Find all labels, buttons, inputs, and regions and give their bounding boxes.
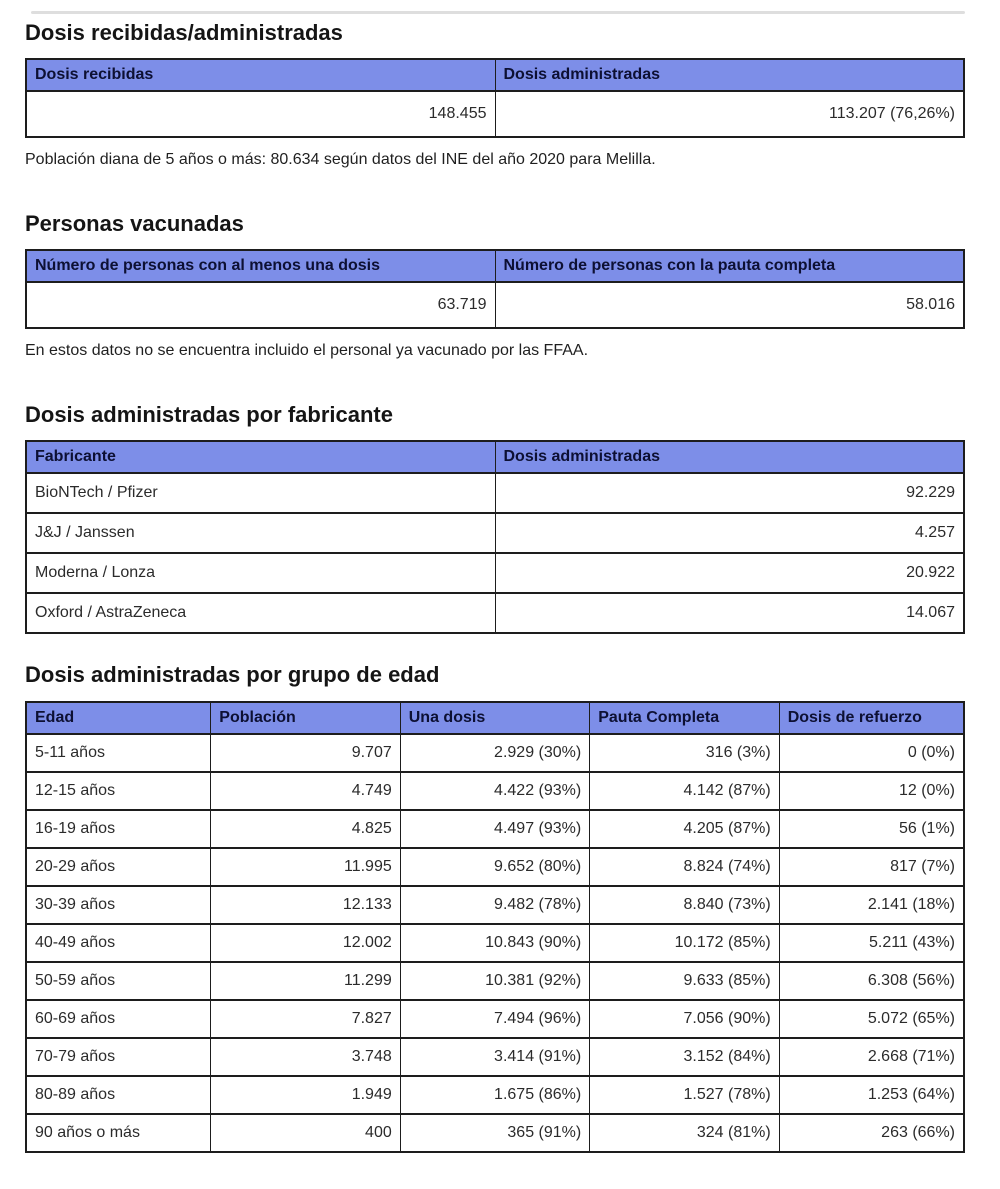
column-header: Dosis recibidas (26, 59, 495, 91)
table-cell: 0 (0%) (779, 734, 964, 772)
table-cell: 58.016 (495, 282, 964, 328)
top-divider (31, 11, 965, 14)
table-cell: 4.749 (211, 772, 400, 810)
table-cell: 1.253 (64%) (779, 1076, 964, 1114)
table-cell: 50-59 años (26, 962, 211, 1000)
table-cell: 8.824 (74%) (590, 848, 779, 886)
column-header: Dosis administradas (495, 441, 964, 473)
table-cell: 2.141 (18%) (779, 886, 964, 924)
table-row (26, 924, 964, 962)
table-cell: 12-15 años (26, 772, 211, 810)
table-cell: 12.133 (211, 886, 400, 924)
note-ffaa: En estos datos no se encuentra incluido el personal ya vacunado por las FFAA. (25, 342, 589, 360)
column-header: Número de personas con al menos una dosis (26, 250, 495, 282)
table-cell: 4.257 (495, 513, 964, 553)
table-cell: 113.207 (76,26%) (495, 91, 964, 137)
table-cell: BioNTech / Pfizer (26, 473, 495, 513)
table-cell: 365 (91%) (400, 1114, 589, 1152)
header-row (26, 702, 964, 734)
section-fabricante (25, 402, 965, 634)
table-row (26, 91, 964, 137)
table-row (26, 962, 964, 1000)
table-row (26, 1114, 964, 1152)
table-row (26, 593, 964, 633)
table-cell: 4.497 (93%) (400, 810, 589, 848)
column-header: Dosis administradas (495, 59, 964, 91)
table-cell: 1.527 (78%) (590, 1076, 779, 1114)
table-cell: 324 (81%) (590, 1114, 779, 1152)
table-cell: 148.455 (26, 91, 495, 137)
table-cell: 9.482 (78%) (400, 886, 589, 924)
table-cell: 10.381 (92%) (400, 962, 589, 1000)
table-cell: J&J / Janssen (26, 513, 495, 553)
header-row (26, 250, 964, 282)
table-cell: 9.652 (80%) (400, 848, 589, 886)
table-cell: 63.719 (26, 282, 495, 328)
header-row (26, 441, 964, 473)
table-cell: 70-79 años (26, 1038, 211, 1076)
column-header: Fabricante (26, 441, 495, 473)
heading-grupo-edad: Dosis administradas por grupo de edad (25, 662, 440, 688)
table-row (26, 473, 964, 513)
table-cell: 16-19 años (26, 810, 211, 848)
table-cell: 30-39 años (26, 886, 211, 924)
table-cell: 12 (0%) (779, 772, 964, 810)
column-header: Dosis de refuerzo (779, 702, 964, 734)
table-row (26, 772, 964, 810)
table-cell: 6.308 (56%) (779, 962, 964, 1000)
table-cell: 316 (3%) (590, 734, 779, 772)
table-cell: 11.299 (211, 962, 400, 1000)
table-cell: 9.633 (85%) (590, 962, 779, 1000)
table-cell: 8.840 (73%) (590, 886, 779, 924)
table-cell: 263 (66%) (779, 1114, 964, 1152)
table-cell: 80-89 años (26, 1076, 211, 1114)
table-cell: 3.748 (211, 1038, 400, 1076)
table-cell: 5.211 (43%) (779, 924, 964, 962)
table-cell: 3.414 (91%) (400, 1038, 589, 1076)
table-cell: 3.152 (84%) (590, 1038, 779, 1076)
heading-personas-vacunadas: Personas vacunadas (25, 211, 244, 237)
section-personas-vacunadas (25, 211, 965, 362)
table-cell: 7.494 (96%) (400, 1000, 589, 1038)
table-row (26, 734, 964, 772)
table-cell: 12.002 (211, 924, 400, 962)
table-row (26, 848, 964, 886)
table-fabricante (25, 440, 965, 634)
table-cell: 1.675 (86%) (400, 1076, 589, 1114)
table-cell: 9.707 (211, 734, 400, 772)
table-cell: 56 (1%) (779, 810, 964, 848)
table-cell: 11.995 (211, 848, 400, 886)
table-cell: 7.827 (211, 1000, 400, 1038)
table-row (26, 810, 964, 848)
table-row (26, 513, 964, 553)
table-cell: 90 años o más (26, 1114, 211, 1152)
table-row (26, 553, 964, 593)
table-cell: 400 (211, 1114, 400, 1152)
table-grupo-edad (25, 701, 965, 1153)
heading-fabricante: Dosis administradas por fabricante (25, 402, 393, 428)
note-poblacion-diana: Población diana de 5 años o más: 80.634 según datos del INE del año 2020 para Melilla. (25, 151, 656, 169)
heading-dosis-recibidas: Dosis recibidas/administradas (25, 20, 343, 45)
table-cell: 4.825 (211, 810, 400, 848)
column-header: Número de personas con la pauta completa (495, 250, 964, 282)
column-header: Pauta Completa (590, 702, 779, 734)
table-row (26, 1038, 964, 1076)
table-cell: 92.229 (495, 473, 964, 513)
table-row (26, 282, 964, 328)
table-cell: 1.949 (211, 1076, 400, 1114)
table-cell: 4.422 (93%) (400, 772, 589, 810)
table-cell: 10.843 (90%) (400, 924, 589, 962)
table-row (26, 886, 964, 924)
column-header: Una dosis (400, 702, 589, 734)
table-row (26, 1076, 964, 1114)
table-cell: 4.205 (87%) (590, 810, 779, 848)
table-cell: 5-11 años (26, 734, 211, 772)
table-cell: 60-69 años (26, 1000, 211, 1038)
table-cell: 7.056 (90%) (590, 1000, 779, 1038)
column-header: Edad (26, 702, 211, 734)
table-row (26, 1000, 964, 1038)
table-cell: Moderna / Lonza (26, 553, 495, 593)
table-cell: 14.067 (495, 593, 964, 633)
table-cell: 10.172 (85%) (590, 924, 779, 962)
table-dosis-recibidas (25, 58, 965, 138)
table-cell: 20-29 años (26, 848, 211, 886)
header-row (26, 59, 964, 91)
section-dosis-recibidas (25, 20, 965, 171)
column-header: Población (211, 702, 400, 734)
table-cell: 20.922 (495, 553, 964, 593)
table-cell: Oxford / AstraZeneca (26, 593, 495, 633)
table-cell: 5.072 (65%) (779, 1000, 964, 1038)
table-cell: 2.668 (71%) (779, 1038, 964, 1076)
table-cell: 817 (7%) (779, 848, 964, 886)
table-personas-vacunadas (25, 249, 965, 329)
table-cell: 2.929 (30%) (400, 734, 589, 772)
table-cell: 40-49 años (26, 924, 211, 962)
section-grupo-edad (25, 662, 965, 1152)
table-cell: 4.142 (87%) (590, 772, 779, 810)
